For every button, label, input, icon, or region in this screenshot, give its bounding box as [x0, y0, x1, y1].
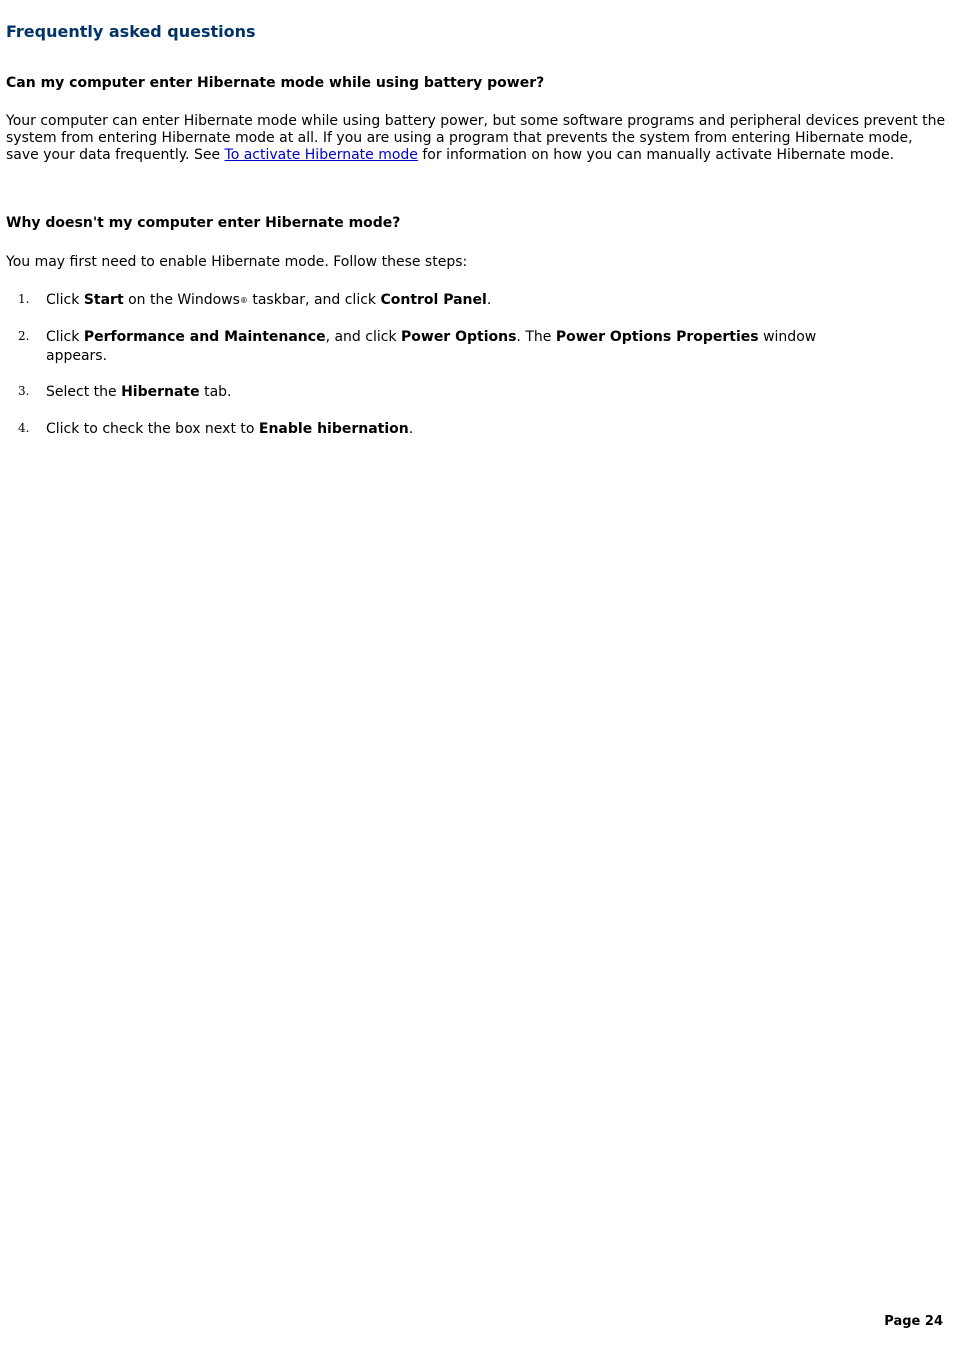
activate-hibernate-link[interactable]: To activate Hibernate mode	[224, 147, 418, 163]
ui-term-performance-maintenance: Performance and Maintenance	[83, 329, 326, 345]
step-text: Select the Hibernate tab.	[46, 384, 232, 400]
step-number: 4.	[18, 421, 30, 435]
answer-text: for information on how you can manually activate Hibernate mode.	[417, 147, 895, 163]
faq-question-battery: Can my computer enter Hibernate mode while using battery power?	[6, 75, 545, 91]
step-text: Click Performance and Maintenance, and click Power Options. The Power Options Properties window appears.	[46, 329, 817, 364]
page-number: Page 24	[884, 1314, 943, 1329]
step-text: Click to check the box next to Enable hibernation.	[46, 421, 414, 437]
answer-text: Your computer can enter Hibernate mode while using battery power, but some software programs and peripheral devices prevent the system from entering Hibernate mode at all. If you are using a program that prevents the system from entering Hibernate mode, save your data frequently. See	[6, 113, 946, 163]
step-number: 1.	[18, 292, 30, 306]
step-number: 2.	[18, 329, 30, 343]
page-title: Frequently asked questions	[6, 22, 256, 41]
ui-term-start: Start	[83, 292, 124, 308]
faq-question-why-not: Why doesn't my computer enter Hibernate mode?	[6, 215, 401, 231]
registered-mark: ®	[239, 296, 248, 305]
faq-answer-battery	[6, 113, 948, 164]
ui-term-control-panel: Control Panel	[380, 292, 487, 308]
faq-intro-text: You may first need to enable Hibernate mode. Follow these steps:	[6, 254, 468, 270]
ui-term-power-options-properties: Power Options Properties	[555, 329, 759, 345]
ui-term-enable-hibernation: Enable hibernation	[258, 421, 409, 437]
ui-term-hibernate-tab: Hibernate	[121, 384, 200, 400]
ui-term-power-options: Power Options	[401, 329, 517, 345]
step-text: Click Start on the Windows® taskbar, and click Control Panel.	[46, 292, 492, 308]
step-number: 3.	[18, 384, 30, 398]
